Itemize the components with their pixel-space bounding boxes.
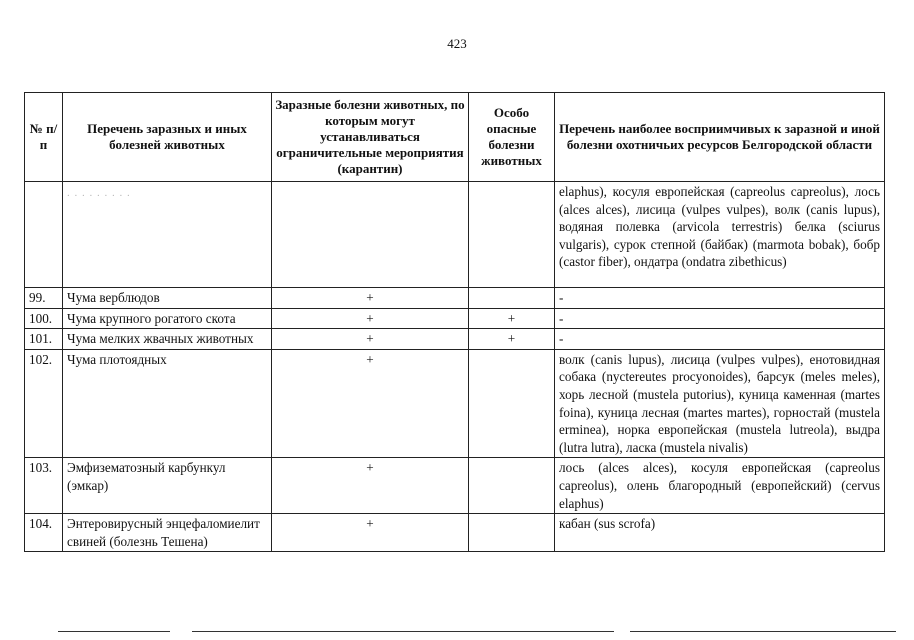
table-row-continuation xyxy=(25,182,885,288)
cell-hunting-resources: - xyxy=(555,329,885,350)
cell-quarantine: + xyxy=(272,458,469,514)
cell-disease-name: Чума крупного рогатого скота xyxy=(63,308,272,329)
cell-quarantine: + xyxy=(272,329,469,350)
cell-quarantine xyxy=(272,182,469,288)
cell-number: 99. xyxy=(25,288,63,309)
cell-dangerous xyxy=(469,288,555,309)
page-number: 423 xyxy=(447,36,467,51)
cell-disease-name: Чума мелких жвачных животных xyxy=(63,329,272,350)
header-quarantine: Заразные болезни животных, по которым могут устанавливаться ограничительные мероприятия (карантин) xyxy=(272,93,469,182)
bottom-rule-center xyxy=(192,631,614,632)
cell-disease-name: Чума верблюдов xyxy=(63,288,272,309)
cell-hunting-resources: волк (canis lupus), лисица (vulpes vulpes), енотовидная собака (nyctereutes procyonoides), барсук (meles meles), хорь лесной (mustela putorius), куница каменная (martes foina), куница лесная (martes martes), горностай (mustela erminea), норка европейская (mustela lutreola), выдра (lutra lutra), ласка (mustela nivalis) xyxy=(555,349,885,458)
cell-dangerous: + xyxy=(469,308,555,329)
cell-quarantine: + xyxy=(272,349,469,458)
bottom-rule-left xyxy=(58,631,170,632)
table-row xyxy=(25,308,885,329)
bottom-rule-right xyxy=(630,631,896,632)
cell-disease-name xyxy=(63,182,272,288)
cell-quarantine: + xyxy=(272,514,469,552)
table-row xyxy=(25,514,885,552)
cell-dangerous xyxy=(469,514,555,552)
cell-number: 104. xyxy=(25,514,63,552)
cell-hunting-resources: - xyxy=(555,288,885,309)
cell-quarantine: + xyxy=(272,288,469,309)
cell-dangerous xyxy=(469,458,555,514)
cell-disease-name: Энтеровирусный энцефаломиелит свиней (болезнь Тешена) xyxy=(63,514,272,552)
cell-disease-name: Эмфизематозный карбункул (эмкар) xyxy=(63,458,272,514)
table-header-row xyxy=(25,93,885,182)
faint-marks: . . . . . . . . . xyxy=(67,187,131,199)
cell-number: 101. xyxy=(25,329,63,350)
cell-dangerous xyxy=(469,349,555,458)
cell-quarantine: + xyxy=(272,308,469,329)
cell-hunting-resources: elaphus), косуля европейская (capreolus capreolus), лось (alces alces), лисица (vulpes vulpes), волк (canis lupus), водяная полевка (arvicola terrestris) белка (sciurus vulgaris), сурок степной (байбак) (marmota bobak), бобр (castor fiber), ондатра (ondatra zibethicus) xyxy=(555,182,885,288)
table-row xyxy=(25,458,885,514)
table-row xyxy=(25,329,885,350)
cell-number xyxy=(25,182,63,288)
cell-hunting-resources: лось (alces alces), косуля европейская (capreolus capreolus), олень благородный (европейский) (cervus elaphus) xyxy=(555,458,885,514)
cell-hunting-resources: кабан (sus scrofa) xyxy=(555,514,885,552)
cell-number: 100. xyxy=(25,308,63,329)
table-row xyxy=(25,349,885,458)
header-dangerous: Особо опасные болезни животных xyxy=(469,93,555,182)
header-number: № п/п xyxy=(25,93,63,182)
cell-number: 103. xyxy=(25,458,63,514)
header-hunting-resources: Перечень наиболее восприимчивых к заразной и иной болезни охотничьих ресурсов Белгородской области xyxy=(555,93,885,182)
cell-disease-name: Чума плотоядных xyxy=(63,349,272,458)
cell-number: 102. xyxy=(25,349,63,458)
cell-hunting-resources: - xyxy=(555,308,885,329)
table-row xyxy=(25,288,885,309)
cell-dangerous xyxy=(469,182,555,288)
header-disease-name: Перечень заразных и иных болезней животных xyxy=(63,93,272,182)
diseases-table xyxy=(24,92,885,552)
cell-dangerous: + xyxy=(469,329,555,350)
